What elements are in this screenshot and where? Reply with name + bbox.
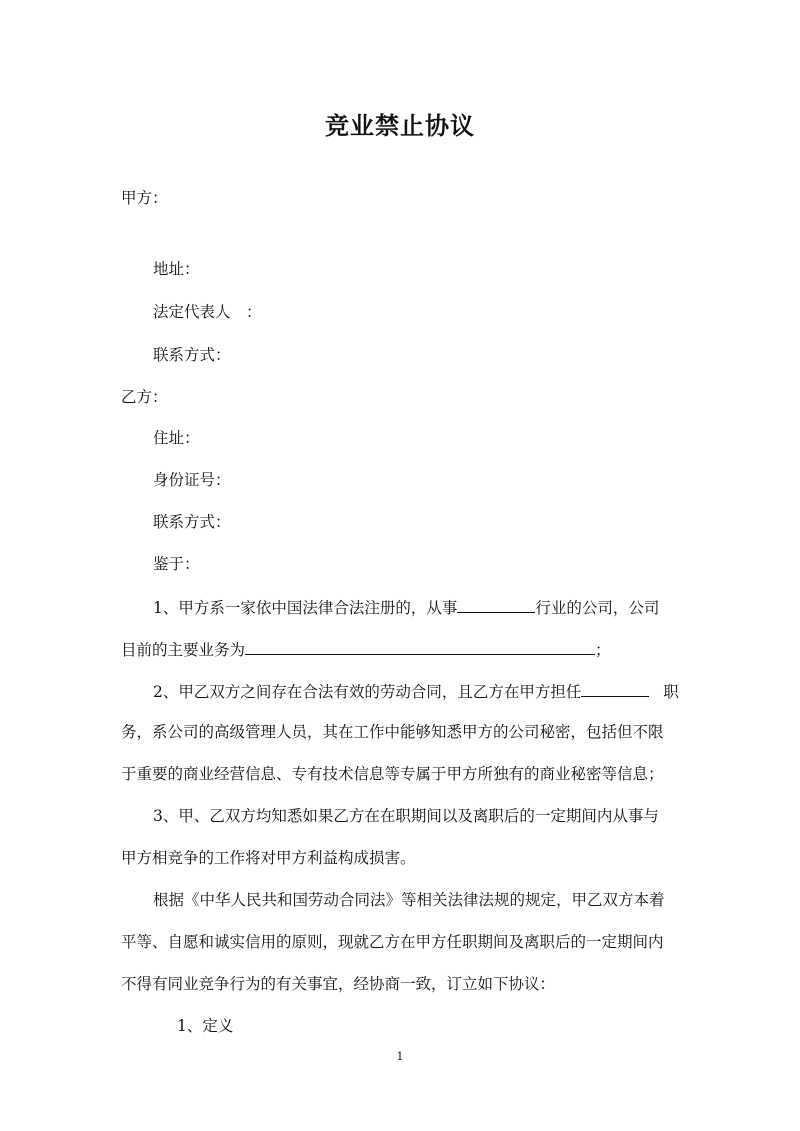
document-title: 竞业禁止协议: [325, 111, 475, 140]
main-business-blank: [245, 638, 595, 655]
party-b-id-number: 身份证号：: [153, 471, 231, 489]
whereas-heading: 鉴于：: [153, 555, 200, 573]
clause1-text-a: 1、甲方系一家依中国法律合法注册的，从事: [153, 599, 458, 617]
party-a-label: 甲方：: [121, 189, 168, 207]
page-number: 1: [396, 1050, 404, 1063]
basis-line3: 不得有同业竞争行为的有关事宜，经协商一致，订立如下协议：: [121, 975, 556, 993]
party-b-contact: 联系方式：: [153, 513, 231, 531]
clause3-line2: 甲方相竞争的工作将对甲方利益构成损害。: [121, 849, 416, 867]
clause2-line2: 务，系公司的高级管理人员，其在工作中能够知悉甲方的公司秘密，包括但不限: [121, 723, 664, 741]
clause1-text-d: ；: [595, 641, 611, 659]
clause1-line1: [153, 596, 659, 618]
section1-heading: 1、定义: [177, 1017, 234, 1035]
basis-line2: 平等、自愿和诚实信用的原则，现就乙方在甲方任职期间及离职后的一定期间内: [121, 933, 664, 951]
clause3-line1: 3、甲、乙双方均知悉如果乙方在在职期间以及离职后的一定期间内从事与: [153, 807, 659, 825]
industry-blank: [457, 596, 535, 613]
position-blank: [581, 680, 649, 697]
clause2-line3: 于重要的商业经营信息、专有技术信息等专属于甲方所独有的商业秘密等信息；: [121, 765, 664, 783]
party-a-legal-rep: 法定代表人 ：: [153, 303, 262, 321]
clause1-text-b: 行业的公司，公司: [535, 599, 660, 617]
clause2-text-a: 2、甲乙双方之间存在合法有效的劳动合同，且乙方在甲方担任: [153, 683, 582, 701]
clause2-line1: [153, 680, 679, 702]
party-b-address: 住址：: [153, 429, 200, 447]
party-a-address: 地址：: [153, 260, 200, 278]
party-a-contact: 联系方式：: [153, 346, 231, 364]
basis-line1: 根据《中华人民共和国劳动合同法》等相关法律法规的规定，甲乙双方本着: [153, 891, 665, 909]
party-b-label: 乙方：: [121, 388, 168, 406]
clause1-line2: [121, 638, 611, 660]
clause2-text-b: 职: [663, 683, 679, 701]
clause1-text-c: 目前的主要业务为: [121, 641, 246, 659]
